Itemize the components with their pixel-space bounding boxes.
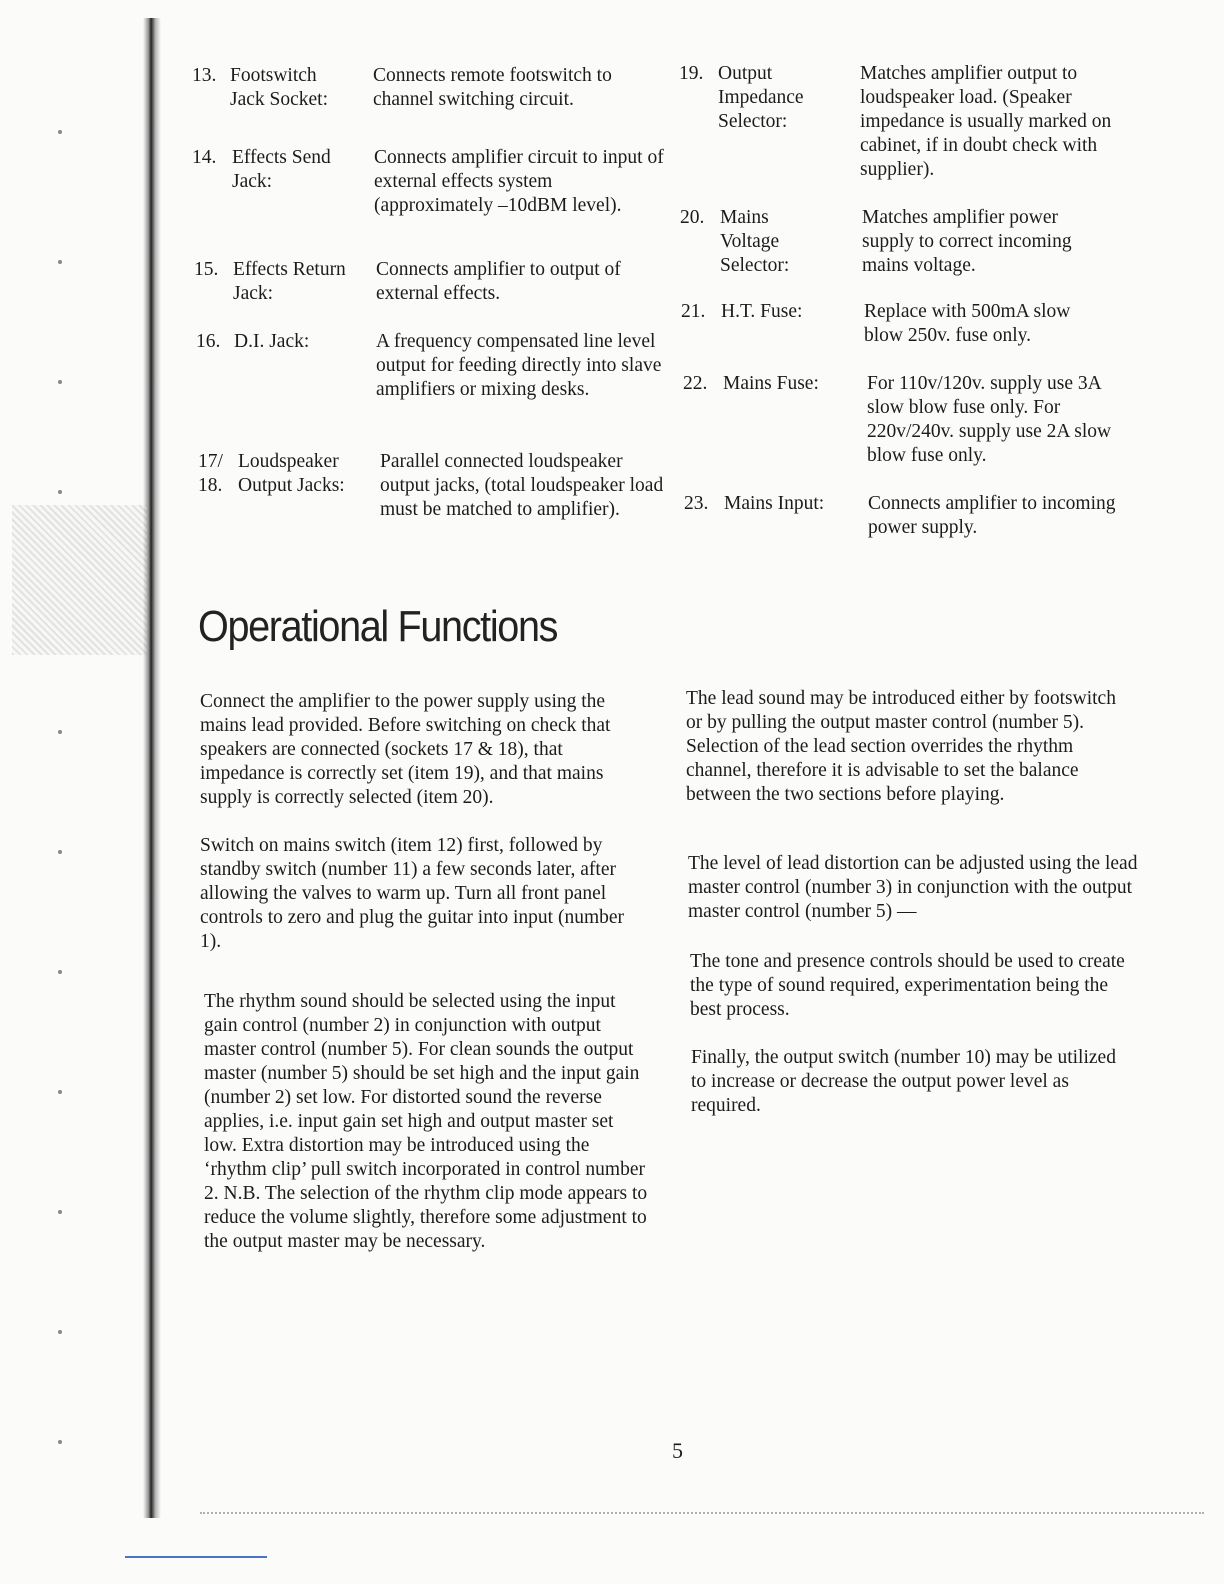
spec-label: Mains Voltage Selector: [720, 207, 790, 276]
spec-number: 15. [194, 259, 219, 280]
paragraph-lead-distortion: The level of lead distortion can be adjusted using the lead master control (number 3) in conjunction with the output master control (number 5) — [688, 853, 1138, 922]
spec-number: 19. [679, 63, 704, 84]
spec-description: Replace with 500mA slow blow 250v. fuse only. [864, 301, 1071, 346]
spec-description: Parallel connected loudspeaker output jacks, (total loudspeaker load must be matched to amplifier). [380, 451, 664, 520]
spec-number: 20. [680, 207, 705, 228]
paragraph-lead-sound: The lead sound may be introduced either by footswitch or by pulling the output master control (number 5). Selection of the lead section overrides the rhythm channel, therefore it is advisable to set the balance between the two sections before playing. [686, 688, 1116, 805]
spec-description: Connects amplifier to output of external effects. [376, 259, 621, 304]
spec-label: Mains Input: [724, 493, 825, 514]
spec-number: 23. [684, 493, 709, 514]
spec-number: 21. [681, 301, 706, 322]
spec-label: H.T. Fuse: [721, 301, 803, 322]
spec-number: 16. [196, 331, 221, 352]
spec-number: 13. [192, 65, 217, 86]
spec-label: D.I. Jack: [234, 331, 310, 352]
spec-description: Matches amplifier power supply to correct incoming mains voltage. [862, 207, 1072, 276]
scan-shadow [12, 505, 147, 655]
spec-description: Connects remote footswitch to channel switching circuit. [373, 65, 612, 110]
spec-number: 17/ 18. [198, 451, 223, 496]
footer-link-underline [125, 1556, 267, 1558]
paragraph-rhythm-sound: The rhythm sound should be selected using the input gain control (number 2) in conjunction with output master control (number 5). For clean sounds the output master (number 5) should be set high and the input gain (number 2) set low. For distorted sound the reverse applies, i.e. input gain set high and output master set low. Extra distortion may be introduced using the ‘rhythm clip’ pull switch incorporated in control number 2. N.B. The selection of the rhythm clip mode appears to reduce the volume slightly, therefore some adjustment to the output master may be necessary. [204, 991, 648, 1252]
spec-label: Mains Fuse: [723, 373, 819, 394]
section-heading: Operational Functions [198, 602, 558, 651]
scan-bottom-edge [200, 1512, 1204, 1516]
binding-edge [143, 18, 161, 1518]
spec-label: Effects Return Jack: [233, 259, 346, 304]
hole-punch-marks [58, 130, 68, 1460]
paragraph-switch-on: Switch on mains switch (item 12) first, followed by standby switch (number 11) a few seconds later, after allowing the valves to warm up. Turn all front panel controls to zero and plug the guitar into input (number 1). [200, 835, 625, 952]
spec-label: Loudspeaker Output Jacks: [238, 451, 345, 496]
spec-description: Matches amplifier output to loudspeaker load. (Speaker impedance is usually marked on cabinet, if in doubt check with supplier). [860, 63, 1112, 180]
spec-description: Connects amplifier to incoming power supply. [868, 493, 1116, 538]
spec-label: Footswitch Jack Socket: [230, 65, 329, 110]
spec-number: 14. [192, 147, 217, 168]
spec-description: For 110v/120v. supply use 3A slow blow fuse only. For 220v/240v. supply use 2A slow blow fuse only. [867, 373, 1112, 466]
spec-description: A frequency compensated line level output for feeding directly into slave amplifiers or mixing desks. [376, 331, 662, 400]
spec-number: 22. [683, 373, 708, 394]
spec-label: Effects Send Jack: [232, 147, 331, 192]
paragraph-output-switch: Finally, the output switch (number 10) may be utilized to increase or decrease the output power level as required. [691, 1047, 1116, 1116]
paragraph-tone-presence: The tone and presence controls should be used to create the type of sound required, experimentation being the best process. [690, 951, 1125, 1020]
spec-description: Connects amplifier circuit to input of external effects system (approximately –10dBM level). [374, 147, 664, 216]
spec-label: Output Impedance Selector: [718, 63, 804, 132]
page-number: 5 [672, 1438, 683, 1463]
paragraph-connect-power: Connect the amplifier to the power supply using the mains lead provided. Before switching on check that speakers are connected (sockets 17 & 18), that impedance is correctly set (item 19), and that mains supply is correctly selected (item 20). [200, 691, 611, 808]
